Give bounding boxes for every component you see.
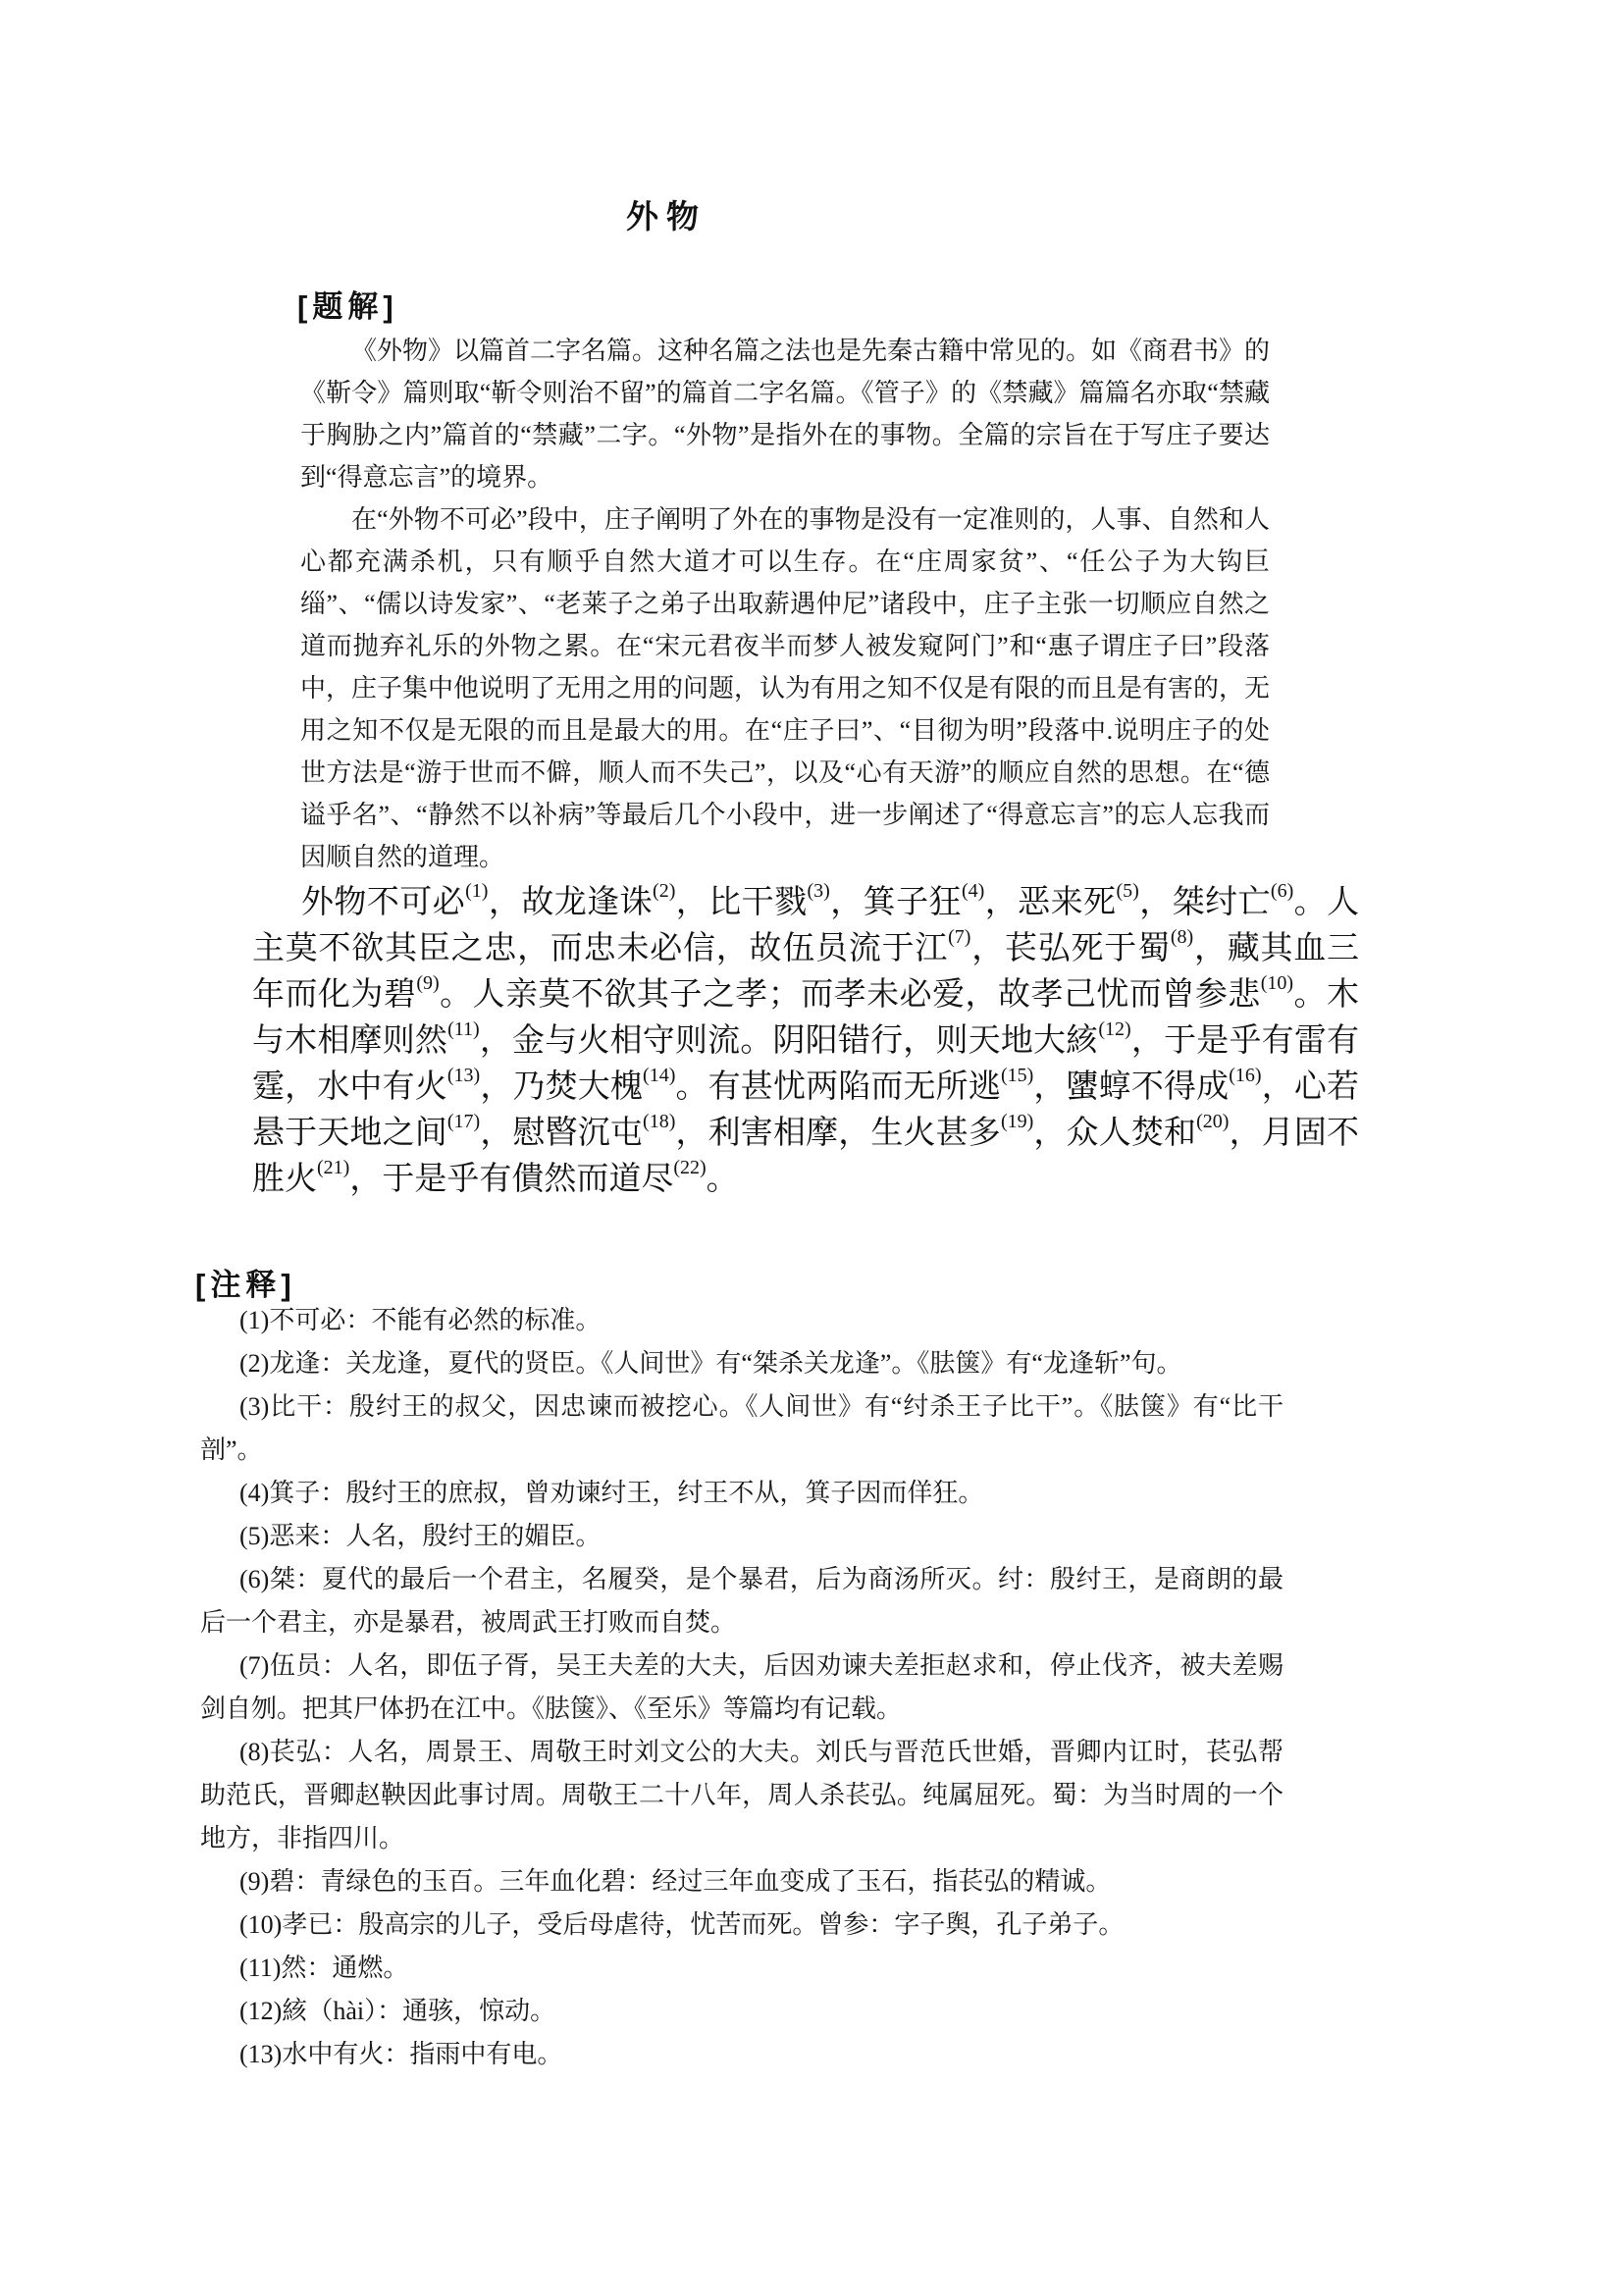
note-item: (6)桀：夏代的最后一个君主，名履癸，是个暴君，后为商汤所灭。纣：殷纣王，是商朗的最后一个君主，亦是暴君，被周武王打败而自焚。: [200, 1565, 1283, 1637]
main-text-segment: ，于是乎有雷有霆，水中有火: [252, 1023, 1360, 1105]
main-original-text: [252, 880, 1359, 1203]
note-reference: (4): [961, 880, 985, 902]
tijie-paragraph: 在“外物不可必”段中，庄子阐明了外在的事物是没有一定准则的，人事、自然和人心都充满杀机，只有顺乎自然大道才可以生存。在“庄周家贫”、“任公子为大钩巨缁”、“儒以诗发家”、“老莱子之弟子出取薪遇仲尼”诸段中，庄子主张一切顺应自然之道而抛弃礼乐的外物之累。在“宋元君夜半而梦人被发窥阿门”和“惠子谓庄子曰”段落中，庄子集中他说明了无用之用的问题，认为有用之知不仅是有限的而且是有害的，无用之知不仅是无限的而且是最大的用。在“庄子曰”、“目彻为明”段落中.说明庄子的处世方法是“游于世而不僻，顺人而不失己”，以及“心有天游”的顺应自然的思想。在“德谥乎名”、“静然不以补病”等最后几个小段中，进一步阐述了“得意忘言”的忘人忘我而因顺自然的道理。: [300, 505, 1271, 871]
main-text-segment: ，故龙逢诛: [488, 885, 654, 920]
note-reference: (17): [446, 1111, 481, 1132]
note-item: (9)碧：青绿色的玉百。三年血化碧：经过三年血变成了玉石，指苌弘的精诚。: [239, 1867, 1112, 1896]
main-text-segment: ，比干戮: [675, 885, 808, 920]
note-reference: (21): [317, 1157, 350, 1178]
main-text-segment: 。人亲莫不欲其子之孝；而孝未必爱，故孝己忧而曾参悲: [439, 977, 1261, 1013]
note-reference: (12): [1098, 1018, 1131, 1040]
note-item: (1)不可必：不能有必然的标准。: [239, 1306, 602, 1334]
note-item: (11)然：通燃。: [239, 1954, 409, 1982]
note-reference: (10): [1260, 972, 1294, 994]
note-reference: (5): [1116, 880, 1139, 902]
note-reference: (19): [1000, 1111, 1034, 1132]
main-text-segment: 。人主莫不欲其臣之忠，而忠未必信，故伍员流于江: [252, 885, 1360, 966]
main-text-segment: ，心若悬于天地之间: [252, 1069, 1360, 1151]
main-text-segment: ，众人焚和: [1033, 1116, 1197, 1151]
note-reference: (20): [1196, 1111, 1230, 1132]
main-text-segment: ，桀纣亡: [1138, 885, 1271, 920]
main-text-segment: ，苌弘死于蜀: [970, 931, 1171, 966]
main-text-segment: ，恶来死: [984, 885, 1117, 920]
note-reference: (16): [1229, 1065, 1262, 1086]
note-item: (2)龙逢：关龙逢，夏代的贤臣。《人间世》有“桀杀关龙逢”。《胠箧》有“龙逢斩”句。: [239, 1349, 1182, 1378]
main-text-segment: ，箕子狂: [829, 885, 962, 920]
note-reference: (11): [447, 1018, 480, 1040]
main-text-segment: ，利害相摩，生火甚多: [675, 1116, 1001, 1151]
note-item: (7)伍员：人名，即伍子胥，吴王夫差的大夫，后因劝谏夫差拒赵求和，停止伐齐，被夫差赐剑自刎。把其尸体扔在江中。《胠箧》、《至乐》等篇均有记载。: [200, 1651, 1283, 1723]
note-item: (13)水中有火：指雨中有电。: [239, 2040, 563, 2068]
note-reference: (22): [673, 1157, 707, 1178]
main-text-segment: 。有甚忧两陷而无所逃: [675, 1069, 1001, 1105]
note-reference: (2): [653, 880, 676, 902]
tijie-body: [300, 330, 1270, 878]
main-text-segment: ，藏其血三年而化为碧: [252, 931, 1360, 1013]
note-reference: (3): [807, 880, 830, 902]
main-text-segment: 。: [706, 1162, 739, 1197]
note-reference: (1): [465, 880, 489, 902]
main-text-segment: 。木与木相摩则然: [252, 977, 1360, 1059]
main-text-segment: ，慰暋沉屯: [480, 1116, 644, 1151]
note-reference: (14): [643, 1065, 676, 1086]
note-item: (4)箕子：殷纣王的庶叔，曾劝谏纣王，纣王不从，箕子因而佯狂。: [239, 1479, 984, 1507]
note-reference: (18): [643, 1111, 676, 1132]
note-item: (12)絯（hài）：通骇，惊动。: [239, 1997, 556, 2025]
note-reference: (6): [1270, 880, 1294, 902]
document-title: 外物: [626, 198, 707, 235]
main-text-segment: ，乃焚大槐: [480, 1069, 644, 1105]
zhushi-section-heading: [注释]: [195, 1268, 296, 1302]
notes-list: [200, 1299, 1283, 2076]
tijie-section-heading: [题解]: [297, 289, 398, 324]
main-text-segment: ，螴蜳不得成: [1033, 1069, 1230, 1105]
note-reference: (9): [416, 972, 440, 994]
note-reference: (8): [1170, 926, 1194, 948]
note-reference: (7): [948, 926, 971, 948]
main-text-segment: 外物不可必: [301, 885, 466, 920]
note-item: (8)苌弘：人名，周景王、周敬王时刘文公的大夫。刘氏与晋范氏世婚，晋卿内讧时，苌弘帮助范氏，晋卿赵鞅因此事讨周。周敬王二十八年，周人杀苌弘。纯属屈死。蜀：为当时周的一个地方，非指四川。: [200, 1738, 1283, 1852]
note-reference: (15): [1000, 1065, 1034, 1086]
note-item: (5)恶来：人名，殷纣王的媚臣。: [239, 1522, 602, 1550]
note-item: (10)孝已：殷高宗的儿子，受后母虐待，忧苦而死。曾参：字子舆，孔子弟子。: [239, 1910, 1125, 1939]
tijie-paragraph: 《外物》以篇首二字名篇。这种名篇之法也是先秦古籍中常见的。如《商君书》的《靳令》篇则取“靳令则治不留”的篇首二字名篇。《管子》的《禁藏》篇篇名亦取“禁藏于胸胁之内”篇首的“禁藏”二字。“外物”是指外在的事物。全篇的宗旨在于写庄子要达到“得意忘言”的境界。: [300, 337, 1271, 492]
note-item: (3)比干：殷纣王的叔父，因忠谏而被挖心。《人间世》有“纣杀王子比干”。《胠箧》有“比干剖”。: [200, 1392, 1283, 1464]
main-text-segment: ，月固不胜火: [252, 1116, 1360, 1197]
note-reference: (13): [446, 1065, 481, 1086]
main-text-segment: ，金与火相守则流。阴阳错行，则天地大絯: [479, 1023, 1099, 1059]
main-text-segment: ，于是乎有僓然而道尽: [349, 1162, 674, 1197]
